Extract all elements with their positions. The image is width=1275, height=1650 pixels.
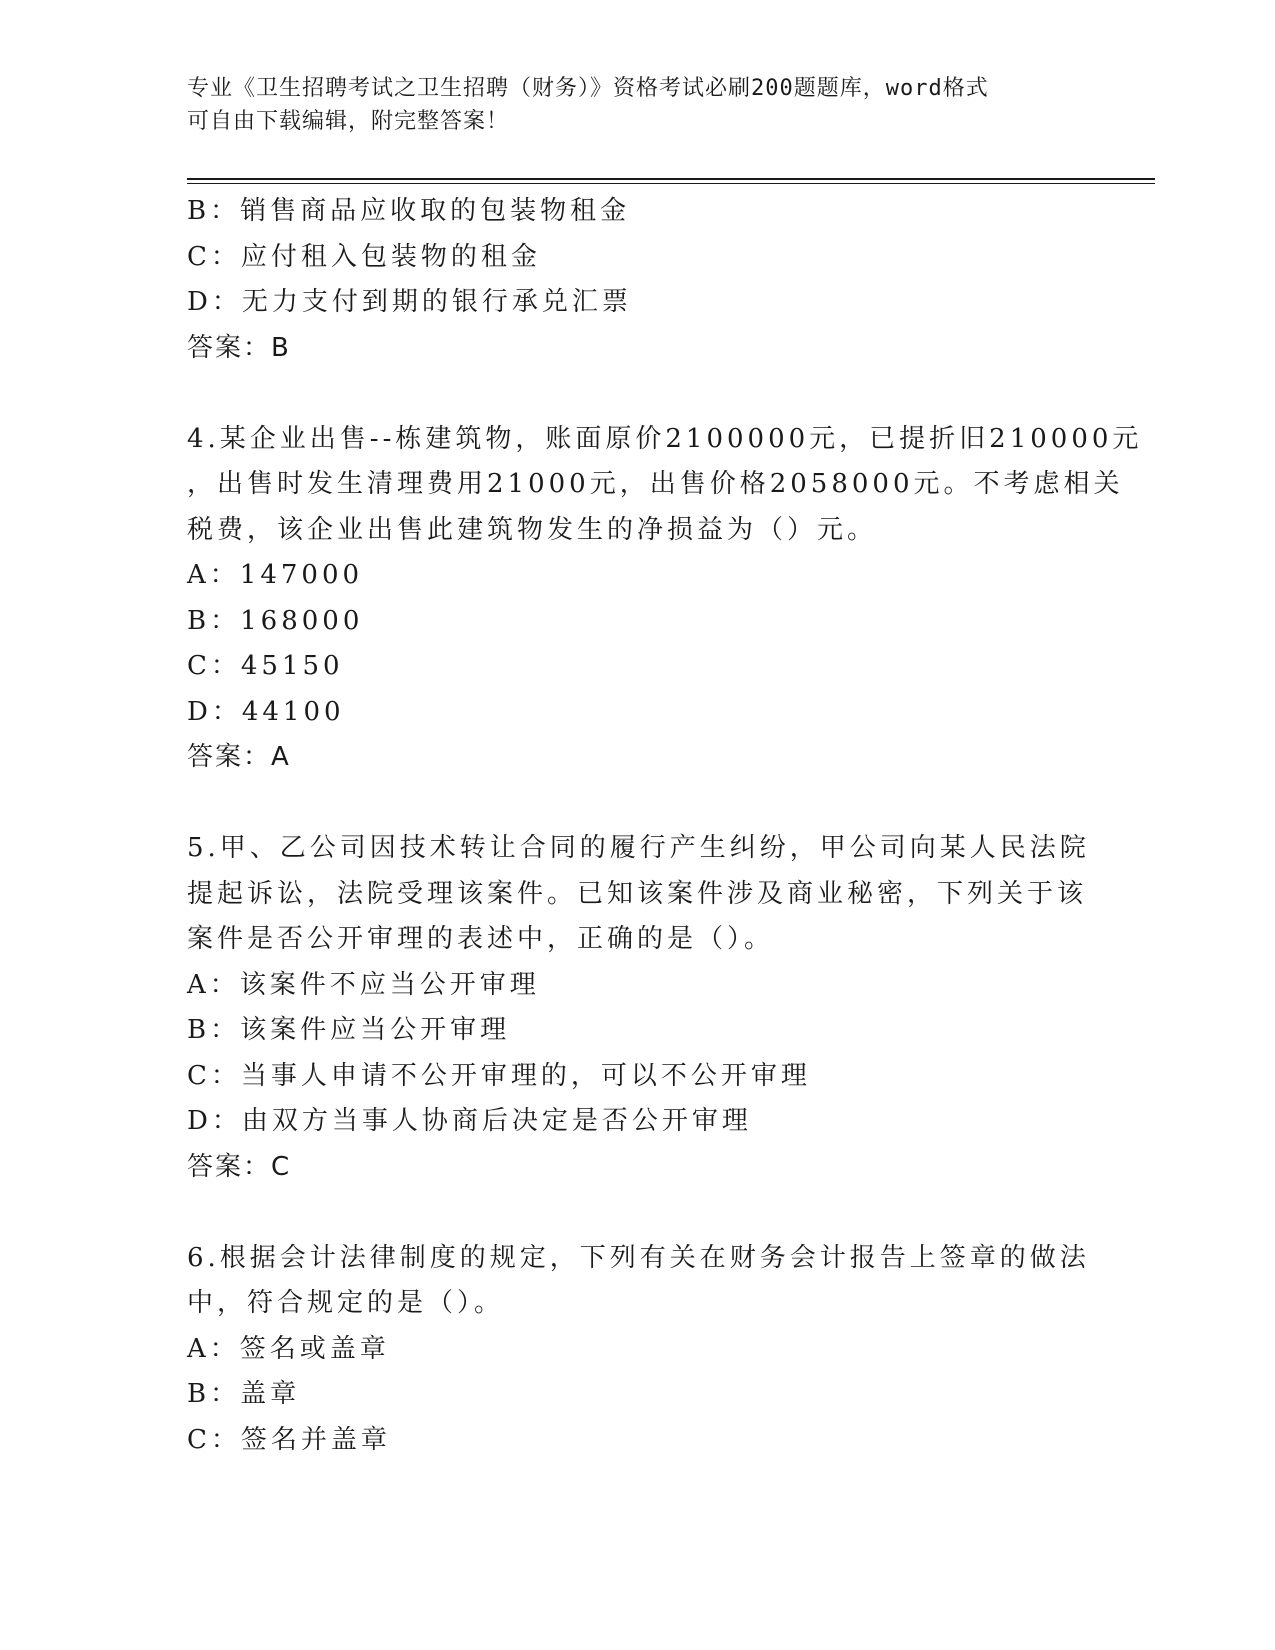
answer-label: 答案：C — [187, 1151, 292, 1182]
header-line-1: 专业《卫生招聘考试之卫生招聘（财务）》资格考试必刷200题题库，word格式 — [187, 76, 989, 101]
option-d: D：由双方当事人协商后决定是否公开审理 — [187, 1106, 752, 1136]
question-text-line: 中，符合规定的是（）。 — [187, 1288, 505, 1318]
question-text-line: 5.甲、乙公司因技术转让合同的履行产生纠纷，甲公司向某人民法院 — [187, 833, 1090, 863]
question-text-line: 6.根据会计法律制度的规定，下列有关在财务会计报告上签章的做法 — [187, 1242, 1090, 1273]
option-a: A：签名或盖章 — [187, 1333, 390, 1364]
option-b: B：盖章 — [187, 1379, 301, 1409]
option-c: C：45150 — [187, 651, 344, 681]
header-divider-thin — [187, 183, 1155, 184]
option-a: A：147000 — [187, 560, 364, 590]
option-b: B：该案件应当公开审理 — [187, 1015, 511, 1045]
question-text-line: 4.某企业出售--栋建筑物，账面原价2100000元，已提折旧210000元 — [187, 423, 1143, 454]
question-text-line: ，出售时发生清理费用21000元，出售价格2058000元。不考虑相关 — [187, 469, 1124, 499]
question-4 — [187, 417, 1143, 781]
option-b: B：销售商品应收取的包装物租金 — [187, 196, 631, 226]
question-list — [187, 189, 1143, 1463]
option-c: C：当事人申请不公开审理的，可以不公开审理 — [187, 1060, 811, 1091]
question-3-continued — [187, 189, 1087, 371]
header-divider-thick — [187, 178, 1155, 180]
answer-label: 答案：A — [187, 742, 291, 772]
header-line-2: 可自由下载编辑，附完整答案！ — [187, 109, 510, 134]
answer-label: 答案：B — [187, 332, 291, 363]
option-d: D：44100 — [187, 696, 345, 727]
document-header — [187, 72, 1087, 138]
option-c: C：应付租入包装物的租金 — [187, 241, 541, 272]
question-text-line: 案件是否公开审理的表述中，正确的是（）。 — [187, 924, 775, 954]
option-a: A：该案件不应当公开审理 — [187, 969, 540, 1000]
option-b: B：168000 — [187, 605, 364, 636]
option-c: C：签名并盖章 — [187, 1424, 391, 1455]
option-d: D：无力支付到期的银行承兑汇票 — [187, 287, 632, 317]
question-5 — [187, 826, 1090, 1190]
question-text-line: 提起诉讼，法院受理该案件。已知该案件涉及商业秘密，下列关于该 — [187, 878, 1088, 909]
question-6 — [187, 1236, 1090, 1464]
question-text-line: 税费，该企业出售此建筑物发生的净损益为（）元。 — [187, 514, 878, 545]
